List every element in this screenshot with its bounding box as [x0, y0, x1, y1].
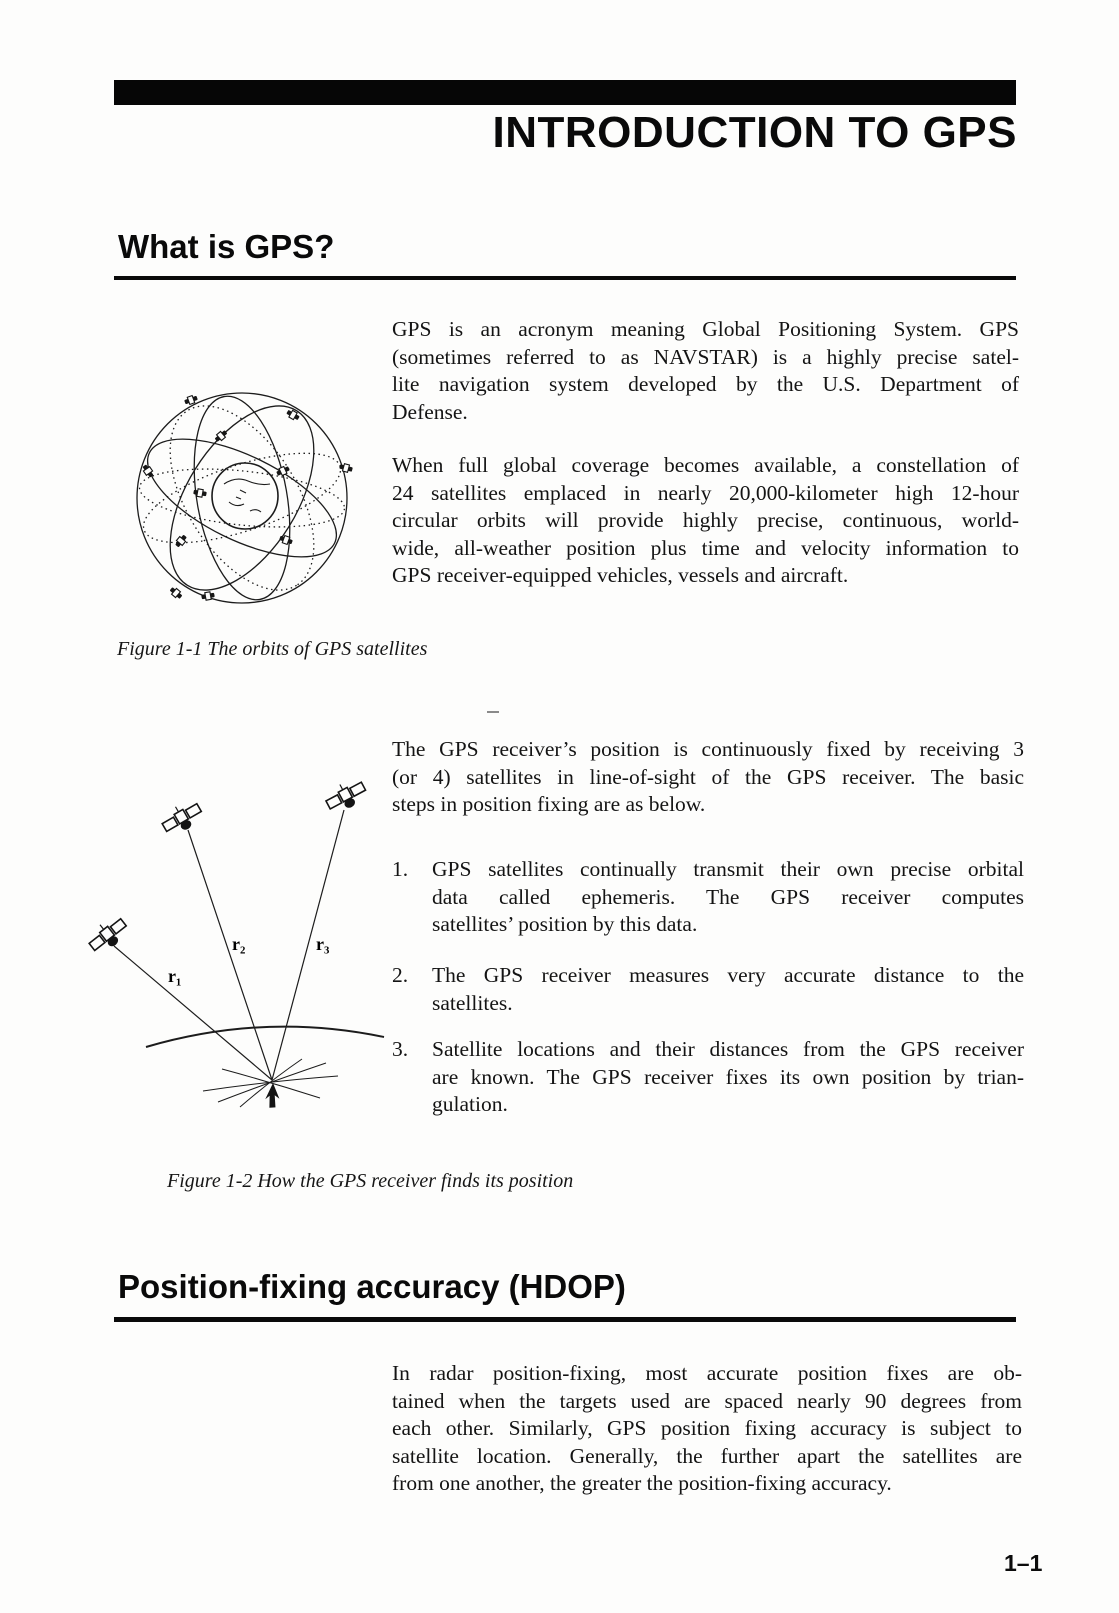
list-text: Satellite locations and their distances from the GPS receiver are known. The GPS receiver fixes its own position by trian- gulation. [432, 1037, 1024, 1117]
list-text: GPS satellites continually transmit their own precise orbital data called ephemeris. The GPS receiver computes satellites’ position by this data. [432, 857, 1024, 937]
paragraph-position-fixed: The GPS receiver’s position is continuously fixed by receiving 3 (or 4) satellites in line-of-sight of the GPS receiver. The basic steps in position fixing are as below. [392, 737, 1024, 817]
section-heading-hdop: Position-fixing accuracy (HDOP) [118, 1268, 626, 1305]
list-item-3 [392, 1036, 1024, 1119]
section-heading-what-is-gps: What is GPS? [118, 228, 335, 265]
gps-orbits-figure [128, 384, 358, 616]
paragraph-constellation: When full global coverage becomes available, a constellation of 24 satellites emplaced in nearly 20,000-kilometer high 12-hour circular orbits will provide highly precise, continuous, world- wide, all-weather position plus time and velocity information to GPS receiver-equipped vehicles, vessels and aircraft. [392, 453, 1019, 588]
list-text: The GPS receiver measures very accurate distance to the satellites. [432, 963, 1024, 1015]
list-item-1 [392, 856, 1024, 939]
gps-triangulation-figure [70, 750, 410, 1112]
range-label-r1: r₁ [168, 966, 182, 986]
list-number: 3. [392, 1037, 409, 1061]
divider-mark [487, 711, 499, 713]
section-rule [114, 276, 1016, 280]
title-bar [114, 80, 1016, 105]
paragraph-gps-acronym: GPS is an acronym meaning Global Positioning System. GPS (sometimes referred to as NAVSTAR) is a highly precise satel- lite navigation system developed by the U.S. Department of Defense. [392, 317, 1019, 424]
paragraph-radar-fixing: In radar position-fixing, most accurate position fixes are ob- tained when the targets used are spaced nearly 90 degrees from each other. Similarly, GPS position fixing accuracy is subject to satellite location. Generally, the further apart the satellites are from one another, the greater the position-fixing accuracy. [392, 1361, 1022, 1496]
list-number: 2. [392, 963, 409, 987]
figure2-caption: Figure 1-2 How the GPS receiver finds its position [167, 1170, 574, 1192]
satellite-glyphs [141, 394, 353, 601]
page-title: INTRODUCTION TO GPS [492, 108, 1017, 157]
range-label-r2: r₂ [232, 934, 246, 954]
range-label-r3: r₃ [316, 934, 330, 954]
list-number: 1. [392, 857, 409, 881]
section-rule [114, 1317, 1016, 1322]
page-number: 1–1 [1004, 1550, 1043, 1576]
list-item-2 [392, 962, 1024, 1017]
figure1-caption: Figure 1-1 The orbits of GPS satellites [117, 638, 428, 660]
position-arrow-icon [264, 1082, 281, 1108]
